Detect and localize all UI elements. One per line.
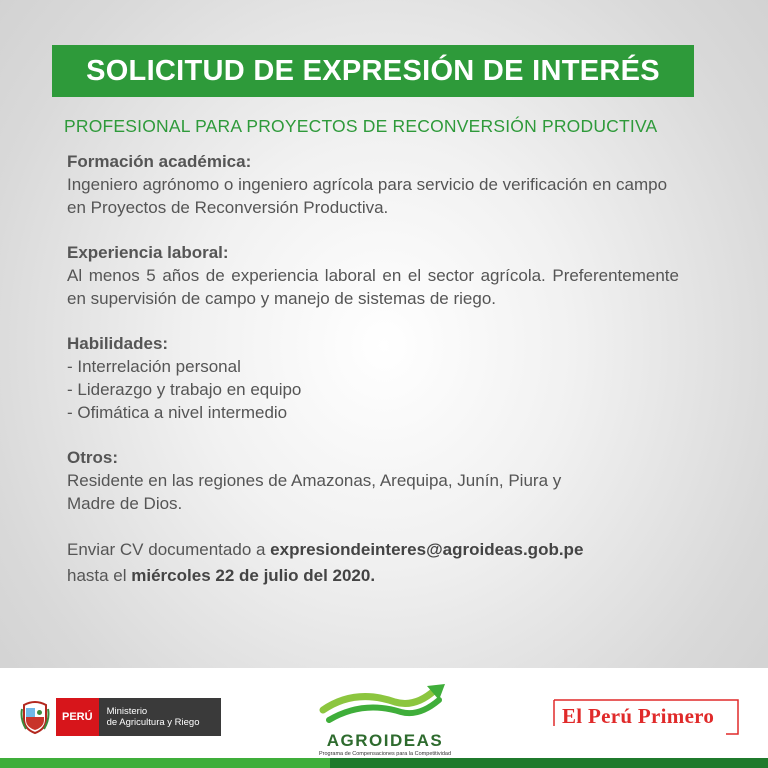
page-subtitle: PROFESIONAL PARA PROYECTOS DE RECONVERSIÓN PRODUCTIVA	[64, 116, 658, 136]
section-heading: Formación académica:	[67, 152, 252, 171]
section-heading: Otros:	[67, 448, 118, 467]
agroideas-name: AGROIDEAS	[326, 731, 444, 750]
contact-prefix: Enviar CV documentado a	[67, 540, 271, 559]
footer-stripe-light	[0, 758, 330, 768]
peru-label: PERÚ	[56, 698, 99, 736]
deadline-prefix: hasta el	[67, 566, 132, 585]
slogan-text: El Perú Primero	[562, 704, 715, 728]
list-item: - Interrelación personal	[67, 357, 241, 376]
section-heading: Habilidades:	[67, 334, 169, 353]
footer	[0, 668, 768, 768]
deadline-date: miércoles 22 de julio del 2020.	[131, 566, 376, 585]
section-heading: Experiencia laboral:	[67, 243, 229, 262]
section-otros	[67, 446, 679, 515]
ministry-line: Ministerio	[106, 706, 148, 717]
section-habilidades	[67, 332, 679, 424]
contact-info	[67, 537, 679, 589]
minagri-logo	[20, 698, 221, 736]
section-body: Ingeniero agrónomo o ingeniero agrícola para servicio de verificación en campo en Proyectos de Reconversión Productiva.	[67, 175, 668, 217]
peru-coat-of-arms-icon	[20, 699, 50, 735]
footer-stripe	[0, 758, 768, 768]
agroideas-logo	[312, 680, 458, 760]
list-item: - Ofimática a nivel intermedio	[67, 403, 288, 422]
contact-email[interactable]: expresiondeinteres@agroideas.gob.pe	[270, 540, 584, 559]
agroideas-tagline: Programa de Compensaciones para la Competitividad	[318, 751, 452, 757]
section-body-line: Residente en las regiones de Amazonas, Arequipa, Junín, Piura y	[67, 471, 562, 490]
deadline-line	[67, 563, 679, 589]
agroideas-logo-icon	[315, 680, 455, 726]
section-body: Al menos 5 años de experiencia laboral en el sector agrícola. Preferentemente en supervisión de campo y manejo de sistemas de riego.	[67, 266, 679, 308]
ministry-name	[99, 698, 221, 736]
contact-line	[67, 537, 679, 563]
section-formacion	[67, 150, 679, 219]
page-title: SOLICITUD DE EXPRESIÓN DE INTERÉS	[52, 45, 694, 97]
requirements	[67, 150, 679, 589]
section-body-line: Madre de Dios.	[67, 494, 183, 513]
ministry-badge	[56, 698, 221, 736]
section-experiencia	[67, 241, 679, 310]
slogan-logo	[548, 696, 746, 738]
list-item: - Liderazgo y trabajo en equipo	[67, 380, 302, 399]
ministry-line: de Agricultura y Riego	[106, 717, 200, 728]
